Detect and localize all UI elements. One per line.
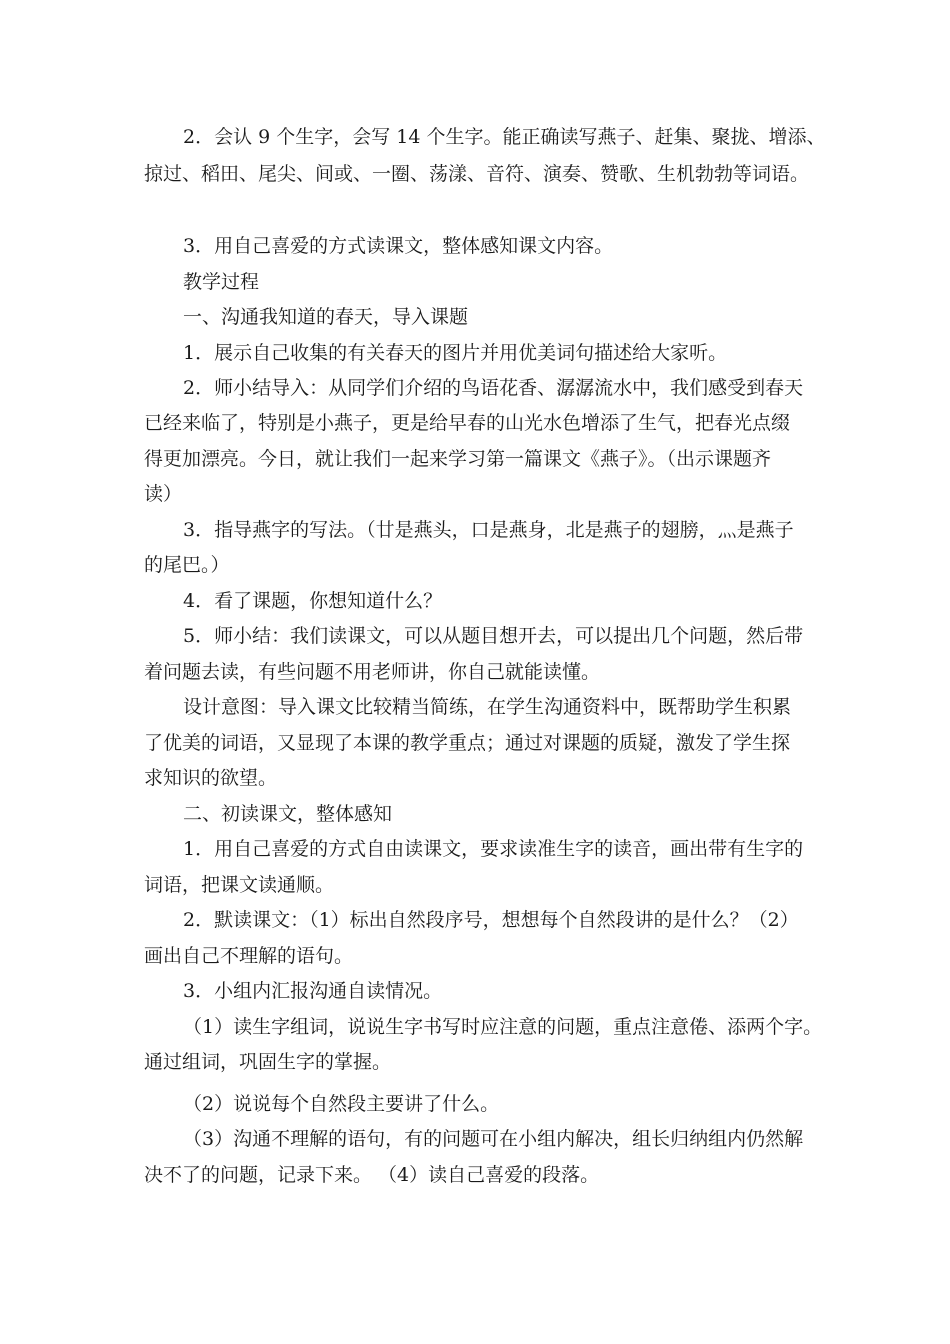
text-line: （3）沟通不理解的语句，有的问题可在小组内解决，组长归纳组内仍然解 xyxy=(183,1128,804,1150)
text-line: （2）说说每个自然段主要讲了什么。 xyxy=(183,1093,500,1115)
section-heading: 一、沟通我知道的春天，导入课题 xyxy=(183,306,469,328)
text-line: 4．看了课题，你想知道什么？ xyxy=(183,590,443,612)
text-line: 通过组词，巩固生字的掌握。 xyxy=(144,1051,392,1073)
text-line: 1．用自己喜爱的方式自由读课文，要求读准生字的读音，画出带有生字的 xyxy=(183,838,804,860)
text-line: 词语，把课文读通顺。 xyxy=(144,874,335,896)
text-line: 2．会认 9 个生字，会写 14 个生字。能正确读写燕子、赶集、聚拢、增添、 xyxy=(183,126,826,148)
text-line: 3．小组内汇报沟通自读情况。 xyxy=(183,980,443,1002)
text-line: 2．师小结导入：从同学们介绍的鸟语花香、潺潺流水中，我们感受到春天 xyxy=(183,377,804,399)
text-line: 1．展示自己收集的有关春天的图片并用优美词句描述给大家听。 xyxy=(183,342,728,364)
text-line: 2．默读课文：（1）标出自然段序号，想想每个自然段讲的是什么？（2） xyxy=(183,909,799,931)
text-line: 已经来临了，特别是小燕子，更是给早春的山光水色增添了生气，把春光点缀 xyxy=(144,412,791,434)
text-line: （1）读生字组词，说说生字书写时应注意的问题，重点注意倦、添两个字。 xyxy=(183,1016,823,1038)
text-line: 3．指导燕字的写法。（廿是燕头，口是燕身，北是燕子的翅膀，灬是燕子 xyxy=(183,519,794,541)
section-heading: 教学过程 xyxy=(183,271,260,293)
text-line: 掠过、稻田、尾尖、间或、一圈、荡漾、音符、演奏、赞歌、生机勃勃等词语。 xyxy=(144,163,810,185)
text-line: 决不了的问题，记录下来。 （4）读自己喜爱的段落。 xyxy=(144,1164,600,1186)
text-line: 设计意图：导入课文比较精当简练，在学生沟通资料中，既帮助学生积累 xyxy=(183,696,792,718)
text-line: 的尾巴。） xyxy=(144,554,230,576)
text-line: 着问题去读，有些问题不用老师讲，你自己就能读懂。 xyxy=(144,661,601,683)
section-heading: 二、初读课文，整体感知 xyxy=(183,803,393,825)
text-line: 得更加漂亮。今日，就让我们一起来学习第一篇课文《燕子》。（出示课题齐 xyxy=(144,448,772,470)
text-line: 读） xyxy=(144,483,183,505)
text-line: 3．用自己喜爱的方式读课文，整体感知课文内容。 xyxy=(183,235,614,257)
text-line: 画出自己不理解的语句。 xyxy=(144,945,354,967)
text-line: 求知识的欲望。 xyxy=(144,767,278,789)
text-line: 5．师小结：我们读课文，可以从题目想开去，可以提出几个问题，然后带 xyxy=(183,625,804,647)
text-line: 了优美的词语，又显现了本课的教学重点；通过对课题的质疑，激发了学生探 xyxy=(144,732,791,754)
